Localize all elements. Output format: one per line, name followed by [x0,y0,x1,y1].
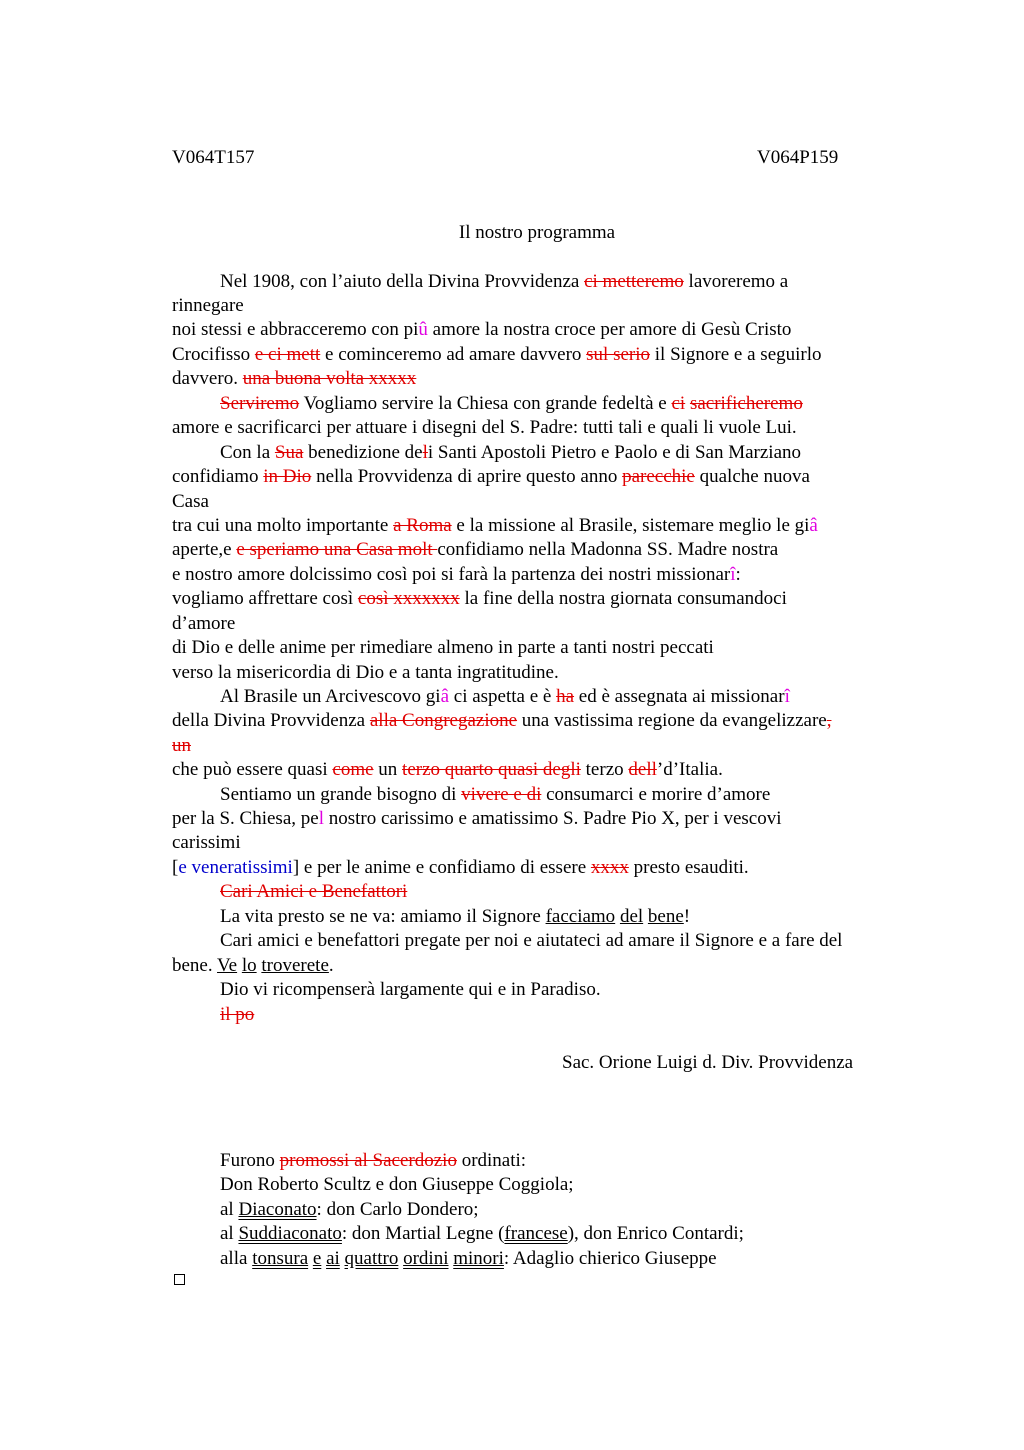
text-run: d’amore [172,613,236,634]
text-run: ! [683,906,691,927]
deleted-text: il po [220,1004,255,1025]
annotated-text: troverete [261,955,329,976]
body-line [172,807,782,831]
text-run: : [735,564,741,585]
text-run: Crocifisso [172,344,255,365]
deleted-text: a Roma [393,515,452,536]
text-run: davvero. [172,368,243,389]
deleted-text: terzo quarto quasi degli [402,759,581,780]
text-run: tra cui una molto importante [172,515,394,536]
document-title: Il nostro programma [458,222,616,243]
body-line [172,587,787,611]
deleted-text: così xxxxxxx [357,588,460,609]
annotated-text: î [730,564,736,585]
text-run: Casa [172,491,209,512]
text-run: e nostro amore dolcissimo così poi si farà la partenza dei nostri missionar [172,564,731,585]
ordinations-line [220,1173,574,1197]
annotated-text: bene [647,906,684,927]
annotated-text: francese [504,1223,568,1244]
text-run: . [328,955,334,976]
text-run: terzo [580,759,629,780]
body-line [172,343,822,367]
body-line [172,612,235,636]
text-run: il Signore e a seguirlo [650,344,822,365]
deleted-text: e speriamo una Casa molt [236,539,438,560]
text-run: che può essere quasi [172,759,333,780]
text-run: e cominceremo ad amare davvero [320,344,587,365]
annotated-text: l [318,808,324,829]
body-line [172,490,209,514]
annotated-text: â [440,686,450,707]
body-line [172,831,241,855]
text-run: al [220,1223,239,1244]
deleted-text: alla Congregazione [369,710,518,731]
ordinations-line [220,1222,744,1246]
annotated-text: facciamo [545,906,616,927]
deleted-text: sul serio [586,344,651,365]
deleted-text: in Dio [263,466,312,487]
text-run: confidiamo nella Madonna SS. Madre nostra [437,539,779,560]
annotated-text: quattro [344,1248,399,1269]
ordinations-line [220,1149,526,1173]
text-run: amore la nostra croce per amore di Gesù Cristo [427,319,792,340]
checkbox-square-icon [174,1274,185,1285]
text-run: Vogliamo servire la Chiesa con grande fedeltà e [299,393,672,414]
text-run: rinnegare [172,295,244,316]
text-run: carissimi [172,832,241,853]
text-run: Con la [220,442,275,463]
deleted-text: Serviremo [220,393,300,414]
text-run: qualche nuova [694,466,810,487]
deleted-text: ci metteremo [584,271,684,292]
text-run: della Divina Provvidenza [172,710,370,731]
ordinations-line [220,1198,479,1222]
body-line [220,685,790,709]
text-run: Furono [220,1150,280,1171]
text-run: La vita presto se ne va: amiamo il Signore [220,906,546,927]
text-run: benedizione de [303,442,423,463]
deleted-text: Cari Amici e Benefattori [220,881,408,902]
text-run: al [220,1199,239,1220]
text-run: i Santi Apostoli Pietro e Paolo e di San Marziano [427,442,802,463]
body-line [220,929,842,953]
deleted-text: parecchie [622,466,695,487]
deleted-text: vivere e di [461,784,542,805]
body-line [172,416,797,440]
body-line [220,441,801,465]
text-run: la fine della nostra giornata consumandoci [459,588,787,609]
text-run: aperte,e [172,539,237,560]
text-run: consumarci e morire d’amore [541,784,771,805]
body-line [172,734,191,758]
text-run: Al Brasile un Arcivescovo gi [220,686,441,707]
ordinations-line [220,1247,717,1271]
body-line [172,465,810,489]
body-line [220,978,601,1002]
body-line [172,636,714,660]
text-run: vogliamo affrettare così [172,588,358,609]
annotated-text: e [312,1248,322,1269]
body-line [220,783,770,807]
text-run: bene. [172,955,218,976]
deleted-text: promossi al Sacerdozio [279,1150,457,1171]
body-line [172,367,416,391]
body-line [172,758,723,782]
text-run: ed è assegnata ai missionar [574,686,785,707]
document-code-right: V064P159 [757,147,839,168]
text-run: e la missione al Brasile, sistemare meglio le gi [451,515,810,536]
text-run: confidiamo [172,466,264,487]
body-line [172,538,778,562]
text-run: verso la misericordia di Dio e a tanta ingratitudine. [172,662,559,683]
annotated-text: â [809,515,818,536]
deleted-text: un [172,735,191,756]
text-run: Sentiamo un grande bisogno di [220,784,462,805]
body-line [172,294,244,318]
deleted-text: come [332,759,374,780]
text-run: : don Martial Legne ( [341,1223,505,1244]
signature: Sac. Orione Luigi d. Div. Provvidenza [562,1052,854,1073]
text-run: presto esauditi. [628,857,749,878]
deleted-text: e ci mett [254,344,321,365]
text-run: ci aspetta e è [449,686,557,707]
text-run: ’d’Italia. [656,759,723,780]
text-run: Don Roberto Scultz e don Giuseppe Coggiola; [220,1174,574,1195]
text-run: [ [172,857,179,878]
text-run: per la S. Chiesa, pe [172,808,319,829]
text-run: ordinati: [456,1150,527,1171]
deleted-text: Sua [274,442,304,463]
annotated-text: Suddiaconato [238,1223,342,1244]
text-run: ] e per le anime e confidiamo di essere [292,857,591,878]
annotated-text: lo [241,955,257,976]
text-run: una vastissima regione da evangelizzare [517,710,827,731]
annotated-text: Ve [217,955,238,976]
body-line [220,392,803,416]
body-line [172,954,334,978]
body-line [172,709,831,733]
annotated-text: del [619,906,644,927]
body-line [220,1003,254,1027]
annotated-text: minori [453,1248,504,1269]
body-line [172,318,791,342]
deleted-text: dell [628,759,657,780]
body-line [220,270,788,294]
deleted-text: ha [556,686,575,707]
body-line [172,856,749,880]
text-run: un [373,759,403,780]
deleted-text: una buona volta xxxxx [242,368,417,389]
text-run: amore e sacrificarci per attuare i disegni del S. Padre: tutti tali e quali li vuole Lui. [172,417,797,438]
text-run: alla [220,1248,253,1269]
annotated-text: tonsura [252,1248,309,1269]
text-run: nostro carissimo e amatissimo S. Padre Pio X, per i vescovi [323,808,782,829]
text-run: Cari amici e benefattori pregate per noi e aiutateci ad amare il Signore e a fare del [220,930,843,951]
deleted-text: sacrificheremo [689,393,803,414]
deleted-text: , [826,710,832,731]
text-run: di Dio e delle anime per rimediare almeno in parte a tanti nostri peccati [172,637,714,658]
document-code-left: V064T157 [172,147,255,168]
deleted-text: ci [671,393,686,414]
body-line [172,661,559,685]
annotated-text: ai [326,1248,340,1269]
text-run: : don Carlo Dondero; [316,1199,479,1220]
annotated-text: î [784,686,790,707]
body-line [220,880,407,904]
text-run: ), don Enrico Contardi; [567,1223,744,1244]
annotated-text: ordini [403,1248,449,1269]
body-line [172,563,741,587]
annotated-text: e veneratissimi [178,857,293,878]
annotated-text: û [418,319,428,340]
annotated-text: Diaconato [238,1199,317,1220]
text-run: Dio vi ricompenserà largamente qui e in Paradiso. [220,979,601,1000]
text-run: noi stessi e abbracceremo con pi [172,319,419,340]
text-run: : Adaglio chierico Giuseppe [503,1248,717,1269]
text-run: nella Provvidenza di aprire questo anno [311,466,623,487]
text-run: Nel 1908, con l’aiuto della Divina Provvidenza [220,271,585,292]
deleted-text: xxxx [590,857,629,878]
text-run: lavoreremo a [683,271,789,292]
body-line [220,905,690,929]
body-line [172,514,818,538]
deleted-text: l [422,442,428,463]
